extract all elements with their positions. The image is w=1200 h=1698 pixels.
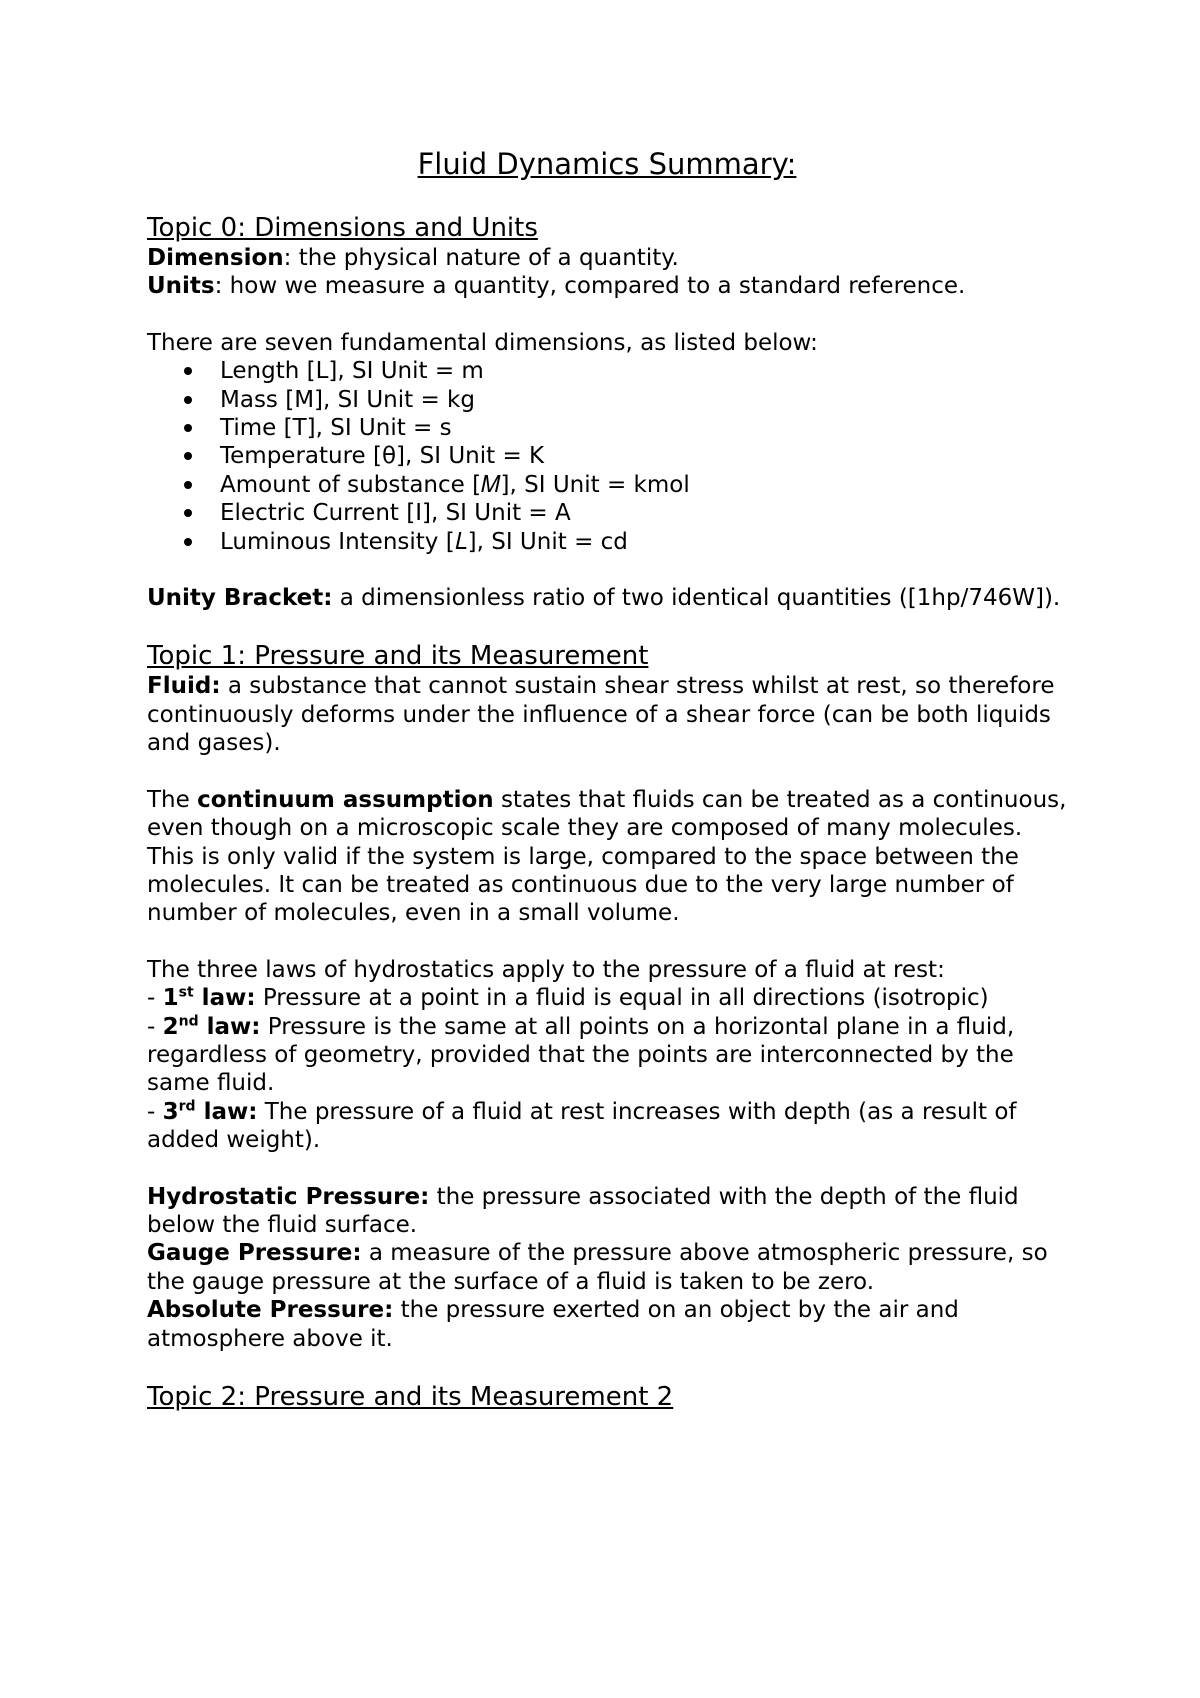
hydrostatic-pressure-text: the pressure associated with the depth of the fluid below the fluid surface. (147, 1183, 1019, 1238)
gauge-pressure-definition (147, 1239, 1067, 1296)
unity-bracket-definition (147, 584, 1067, 612)
continuum-term: continuum assumption (197, 786, 494, 813)
absolute-pressure-term: Absolute Pressure: (147, 1297, 394, 1324)
list-item: Temperature [θ], SI Unit = K (147, 442, 1067, 470)
law-3 (147, 1098, 1067, 1155)
law-number: 2 (162, 1013, 179, 1040)
hydrostatic-pressure-definition (147, 1183, 1067, 1240)
law-text: Pressure at a point in a fluid is equal in all directions (isotropic) (255, 985, 989, 1012)
law-ordinal: nd (178, 1012, 199, 1029)
absolute-pressure-text: the pressure exerted on an object by the air and atmosphere above it. (147, 1297, 959, 1352)
dimensions-intro: There are seven fundamental dimensions, as listed below: (147, 329, 818, 356)
law-text: The pressure of a fluid at rest increases with depth (as a result of added weight). (147, 1098, 1017, 1154)
absolute-pressure-definition (147, 1296, 1067, 1353)
gauge-pressure-term: Gauge Pressure: (147, 1240, 362, 1267)
units-term: Units (147, 273, 215, 300)
topic-2-heading: Topic 2: Pressure and its Measurement 2 (147, 1382, 674, 1412)
law-ordinal: st (178, 984, 194, 1001)
list-item: Electric Current [I], SI Unit = A (147, 499, 1067, 527)
fluid-term: Fluid: (147, 673, 221, 700)
dimension-text: : the physical nature of a quantity. (283, 245, 679, 271)
list-item: Mass [M], SI Unit = kg (147, 386, 1067, 414)
hydrostatic-pressure-term: Hydrostatic Pressure: (147, 1183, 430, 1210)
topic-1-heading: Topic 1: Pressure and its Measurement (147, 641, 649, 672)
unity-bracket-text: a dimensionless ratio of two identical quantities ([1hp/746W]). (332, 585, 1061, 612)
fluid-text: a substance that cannot sustain shear stress whilst at rest, so therefore continuously deforms under the influence of a shear force (can be both liquids and gases). (147, 673, 1055, 757)
continuum-text: states that fluids can be treated as a continuous, even though on a microscopic scale they are composed of many molecules. This is only valid if the system is large, compared to the space between the molecules. It can be treated as continuous due to the very large number of number of molecules, even in a small volume. (147, 786, 1067, 927)
spacer (147, 556, 1067, 584)
law-text: Pressure is the same at all points on a horizontal plane in a fluid, regardless of geometry, provided that the points are interconnected by the same fluid. (147, 1013, 1015, 1097)
unity-bracket-term: Unity Bracket: (147, 585, 333, 612)
spacer (147, 758, 1067, 786)
gauge-pressure-text: a measure of the pressure above atmospheric pressure, so the gauge pressure at the surface of a fluid is taken to be zero. (147, 1240, 1048, 1295)
law-prefix: - (147, 985, 163, 1012)
law-word: law: (195, 1098, 258, 1125)
spacer (147, 301, 1067, 329)
spacer (147, 1353, 1067, 1381)
units-definition (147, 272, 1067, 300)
topic-0-heading: Topic 0: Dimensions and Units (147, 213, 538, 243)
dimension-definition (147, 244, 1067, 272)
law-word: law: (193, 985, 256, 1012)
law-prefix: - (147, 1013, 163, 1040)
law-prefix: - (147, 1098, 163, 1125)
document-title: Fluid Dynamics Summary: (417, 147, 797, 181)
law-ordinal: rd (178, 1098, 196, 1115)
spacer (147, 612, 1067, 640)
law-number: 3 (162, 1098, 179, 1125)
fluid-definition (147, 672, 1067, 757)
law-word: law: (198, 1013, 261, 1040)
law-2 (147, 1013, 1067, 1098)
laws-intro: The three laws of hydrostatics apply to the pressure of a fluid at rest: (147, 956, 945, 983)
list-item: Length [L], SI Unit = m (147, 357, 1067, 385)
dimension-term: Dimension (147, 245, 284, 271)
spacer (147, 1155, 1067, 1183)
law-number: 1 (162, 985, 179, 1012)
list-item: Time [T], SI Unit = s (147, 414, 1067, 442)
law-label (163, 1014, 261, 1040)
continuum-paragraph (147, 786, 1067, 928)
document-page (147, 146, 1067, 1413)
law-label (163, 1099, 258, 1125)
list-item: Luminous Intensity [𝐿], SI Unit = cd (147, 528, 1067, 556)
dimensions-list (147, 357, 1067, 556)
law-label (163, 985, 256, 1011)
list-item: Amount of substance [𝑀], SI Unit = kmol (147, 471, 1067, 499)
law-1 (147, 984, 1067, 1012)
continuum-lead: The (147, 786, 198, 813)
spacer (147, 928, 1067, 956)
units-text: : how we measure a quantity, compared to a standard reference. (214, 273, 966, 300)
